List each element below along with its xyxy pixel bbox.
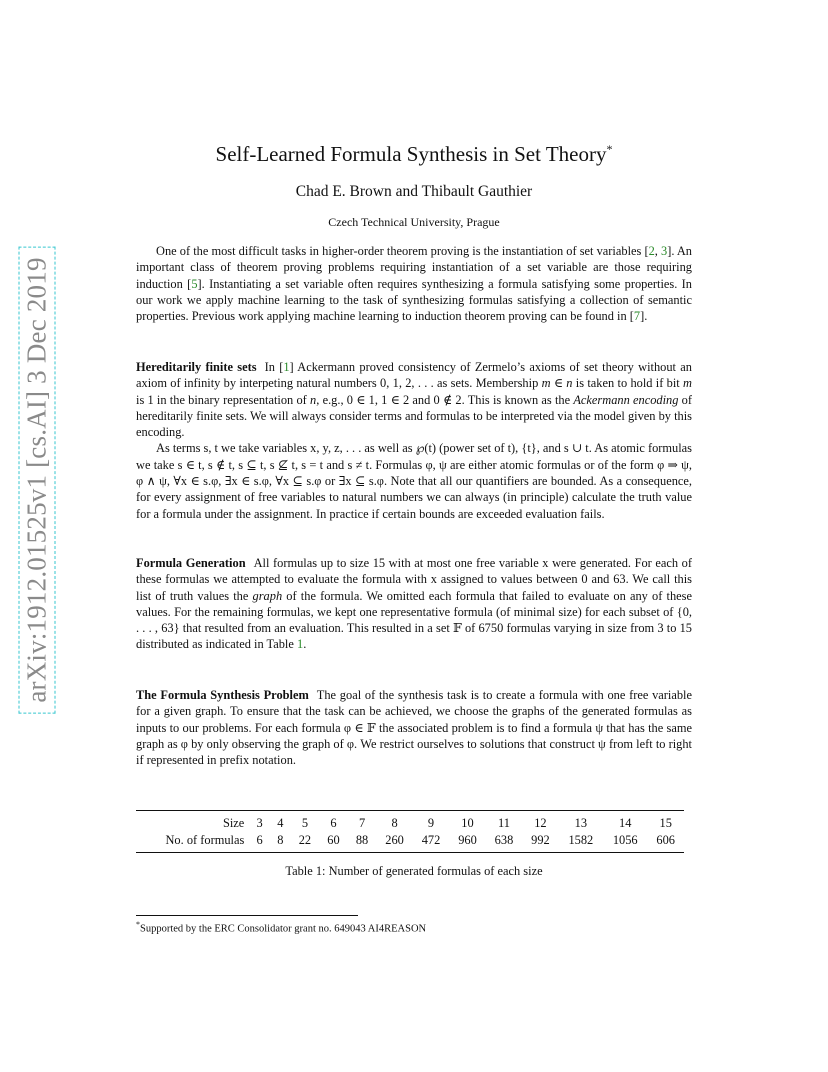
table-cell: 22	[298, 833, 312, 847]
synthesis-paragraph: The Formula Synthesis Problem The goal of the synthesis task is to create a formula with one free variable for a given graph. To ensure that the task can be achieved, we choose the graphs of the generated formulas as inputs to our problems. For each formula φ ∈ 𝔽 the associated problem is to find a formula ψ that has the same graph as φ by only observing the graph of φ. We restrict ourselves to solutions that construct ψ from left to right if represented in prefix notation.	[136, 688, 692, 768]
row-label: No. of formulas	[165, 833, 245, 847]
generation-paragraph: Formula Generation All formulas up to size 15 with at most one free variable x were generated. For each of these formulas we attempted to evaluate the formula with x assigned to values between 0 and 63. We call this list of truth values the graph of the formula. We omitted each formula that failed to evaluate on any of these values. For the remaining formulas, we kept one representative formula (of minimal size) for each subset of {0, . . . , 63} that resulted from an evaluation. This resulted in a set 𝔽 of 6750 formulas varying in size from 3 to 15 distributed as indicated in Table 1.	[136, 556, 692, 652]
citation-link[interactable]: 7	[633, 309, 641, 324]
synthesis-section	[136, 687, 692, 768]
paper-title	[0, 142, 828, 167]
table-cell: 5	[301, 816, 309, 830]
table-cell: 8	[391, 816, 398, 830]
table-cell: 260	[385, 833, 404, 847]
table-row	[136, 832, 684, 853]
table-cell: 6	[256, 833, 263, 847]
table-cell: 992	[531, 833, 550, 847]
citation-link[interactable]: 5	[191, 276, 198, 291]
intro-paragraph: One of the most difficult tasks in higher-order theorem proving is the instantiation of set variables [2, 3]. An important class of theorem proving problems requiring instantiation of a set variable are those requiring induction [5]. Instantiating a set variable often requires synthesizing a formula satisfying some properties. In our work we apply machine learning to the task of synthesizing formulas satisfying a collection of semantic properties. Previous work applying machine learning to induction theorem proving can be found in [7].	[136, 244, 693, 324]
intro-section	[136, 243, 692, 324]
citation-link[interactable]: 3	[661, 244, 668, 258]
table-cell: 472	[421, 833, 441, 847]
citation-link[interactable]: 1	[283, 360, 290, 374]
table-cell: 10	[461, 816, 474, 830]
formula-count-table	[136, 810, 684, 853]
table-cell: 8	[277, 833, 284, 847]
table-cell: 606	[656, 833, 675, 847]
table-cell: 11	[498, 816, 510, 830]
table-cell: 9	[427, 816, 435, 830]
terms-paragraph: As terms s, t we take variables x, y, z, . . . as well as ℘(t) (power set of t), {t}, and s ∪ t. As atomic formulas we take s ∈ t, s ∉ t, s ⊆ t, s ⊈ t, s = t and s ≠ t. Formulas φ, ψ are either atomic formulas or of the form φ ⇒ ψ, φ ∧ ψ, ∀x ∈ s.φ, ∃x ∈ s.φ, ∀x ⊆ s.φ or ∃x ⊆ s.φ. Note that all our quantifiers are bounded. As a consequence, for every assignment of free variables to natural numbers we can always (in principle) calculate the truth value for a formula under the assignment. In practice if certain bounds are exceeded evaluation fails.	[136, 441, 692, 521]
table-reference-link[interactable]: 1	[296, 637, 304, 652]
hereditary-paragraph: Hereditarily finite sets In [1] Ackermann proved consistency of Zermelo’s axioms of set theory without an axiom of infinity by interpeting natural numbers 0, 1, 2, . . . as sets. Membership m ∈ n is taken to hold if bit m is 1 in the binary representation of n, e.g., 0 ∈ 1, 1 ∈ 2 and 0 ∉ 2. This is known as the Ackermann encoding of hereditarily finite sets. We will always consider terms and formulas to be interpreted via the model given by this encoding.	[136, 360, 692, 440]
table-cell: 60	[327, 833, 340, 847]
hereditary-section	[136, 359, 692, 522]
section-heading: The Formula Synthesis Problem	[136, 688, 309, 702]
title-text: Self-Learned Formula Synthesis in Set Theory	[215, 142, 607, 166]
authors: Chad E. Brown and Thibault Gauthier	[295, 183, 533, 200]
table-cell: 1056	[612, 833, 638, 847]
footnote-rule	[136, 915, 358, 916]
table-cell: 638	[494, 833, 514, 847]
title-footnote-mark: *	[606, 142, 613, 156]
table-cell: 4	[277, 816, 284, 830]
generation-section	[136, 555, 692, 653]
table-cell: 14	[619, 816, 632, 830]
table-cell: 6	[330, 816, 337, 830]
section-heading: Formula Generation	[136, 556, 246, 570]
table-cell: 960	[458, 833, 477, 847]
table-cell: 7	[358, 816, 366, 830]
table-cell: 12	[534, 816, 547, 830]
table-cell: 1582	[568, 833, 594, 847]
table-cell: 3	[256, 816, 263, 830]
citation-link[interactable]: 2	[648, 244, 655, 258]
arxiv-sidebar-stamp	[21, 257, 52, 703]
arxiv-identifier: arXiv:1912.01525v1 [cs.AI] 3 Dec 2019	[19, 246, 56, 713]
table-caption: Table 1: Number of generated formulas of each size	[285, 864, 543, 878]
footnote: *Supported by the ERC Consolidator grant no. 649043 AI4REASON	[136, 920, 427, 935]
table-cell: 15	[659, 816, 672, 830]
section-heading: Hereditarily finite sets	[136, 360, 257, 374]
affiliation: Czech Technical University, Prague	[328, 215, 500, 229]
table-cell: 88	[355, 833, 369, 847]
table-cell: 13	[574, 816, 588, 830]
row-label: Size	[222, 816, 245, 830]
table-row	[136, 811, 684, 833]
